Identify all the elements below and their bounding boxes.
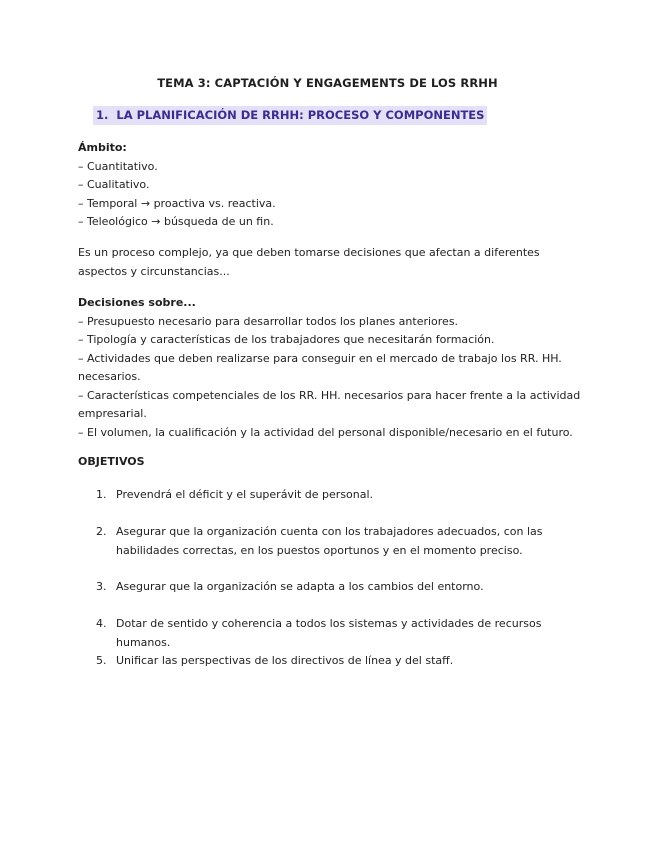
decisiones-label: Decisiones sobre... xyxy=(78,296,196,309)
objetivo-number: 3. xyxy=(96,580,107,593)
objetivo-item xyxy=(96,615,586,652)
proceso-paragraph: Es un proceso complejo, ya que deben tomarse decisiones que afectan a diferentes aspectos y circunstancias... xyxy=(78,246,540,278)
decisiones-item: – Tipología y características de los trabajadores que necesitarán formación. xyxy=(78,333,495,346)
objetivo-item xyxy=(96,523,586,560)
objetivos-heading: OBJETIVOS xyxy=(78,455,145,468)
section-label: LA PLANIFICACIÓN DE RRHH: PROCESO Y COMPONENTES xyxy=(116,108,485,122)
ambito-item: – Cuantitativo. xyxy=(78,159,158,173)
objetivo-text: Asegurar que la organización cuenta con los trabajadores adecuados, con las habilidades correctas, en los puestos oportunos y en el momento preciso. xyxy=(116,525,543,557)
document-title: TEMA 3: CAPTACIÓN Y ENGAGEMENTS DE LOS RRHH xyxy=(157,76,498,90)
ambito-block xyxy=(78,139,588,232)
section-heading xyxy=(93,106,487,125)
objetivo-number: 4. xyxy=(96,617,107,630)
objetivo-text: Dotar de sentido y coherencia a todos los sistemas y actividades de recursos humanos. xyxy=(116,617,542,649)
decisiones-item: – Actividades que deben realizarse para conseguir en el mercado de trabajo los RR. HH. necesarios. xyxy=(78,351,562,383)
ambito-item: – Temporal → proactiva vs. reactiva. xyxy=(78,196,276,210)
ambito-item: – Cualitativo. xyxy=(78,178,150,191)
objetivo-item xyxy=(96,578,586,597)
objetivo-item xyxy=(96,486,586,505)
decisiones-item: – El volumen, la cualificación y la actividad del personal disponible/necesario en el futuro. xyxy=(78,425,573,439)
decisiones-item: – Características competenciales de los RR. HH. necesarios para hacer frente a la actividad empresarial. xyxy=(78,388,581,420)
decisiones-block xyxy=(78,294,588,442)
objetivo-text: Unificar las perspectivas de los directivos de línea y del staff. xyxy=(116,654,454,667)
section-number: 1. xyxy=(96,108,109,122)
ambito-item: – Teleológico → búsqueda de un fin. xyxy=(78,215,274,228)
objetivo-text: Asegurar que la organización se adapta a los cambios del entorno. xyxy=(116,580,484,593)
objetivo-item xyxy=(96,652,586,671)
ambito-label: Ámbito: xyxy=(78,141,127,154)
objetivo-number: 2. xyxy=(96,525,107,538)
objetivo-number: 5. xyxy=(96,654,107,667)
objetivo-number: 1. xyxy=(96,488,107,501)
objetivo-text: Prevendrá el déficit y el superávit de personal. xyxy=(116,488,374,501)
decisiones-item: – Presupuesto necesario para desarrollar todos los planes anteriores. xyxy=(78,314,459,328)
